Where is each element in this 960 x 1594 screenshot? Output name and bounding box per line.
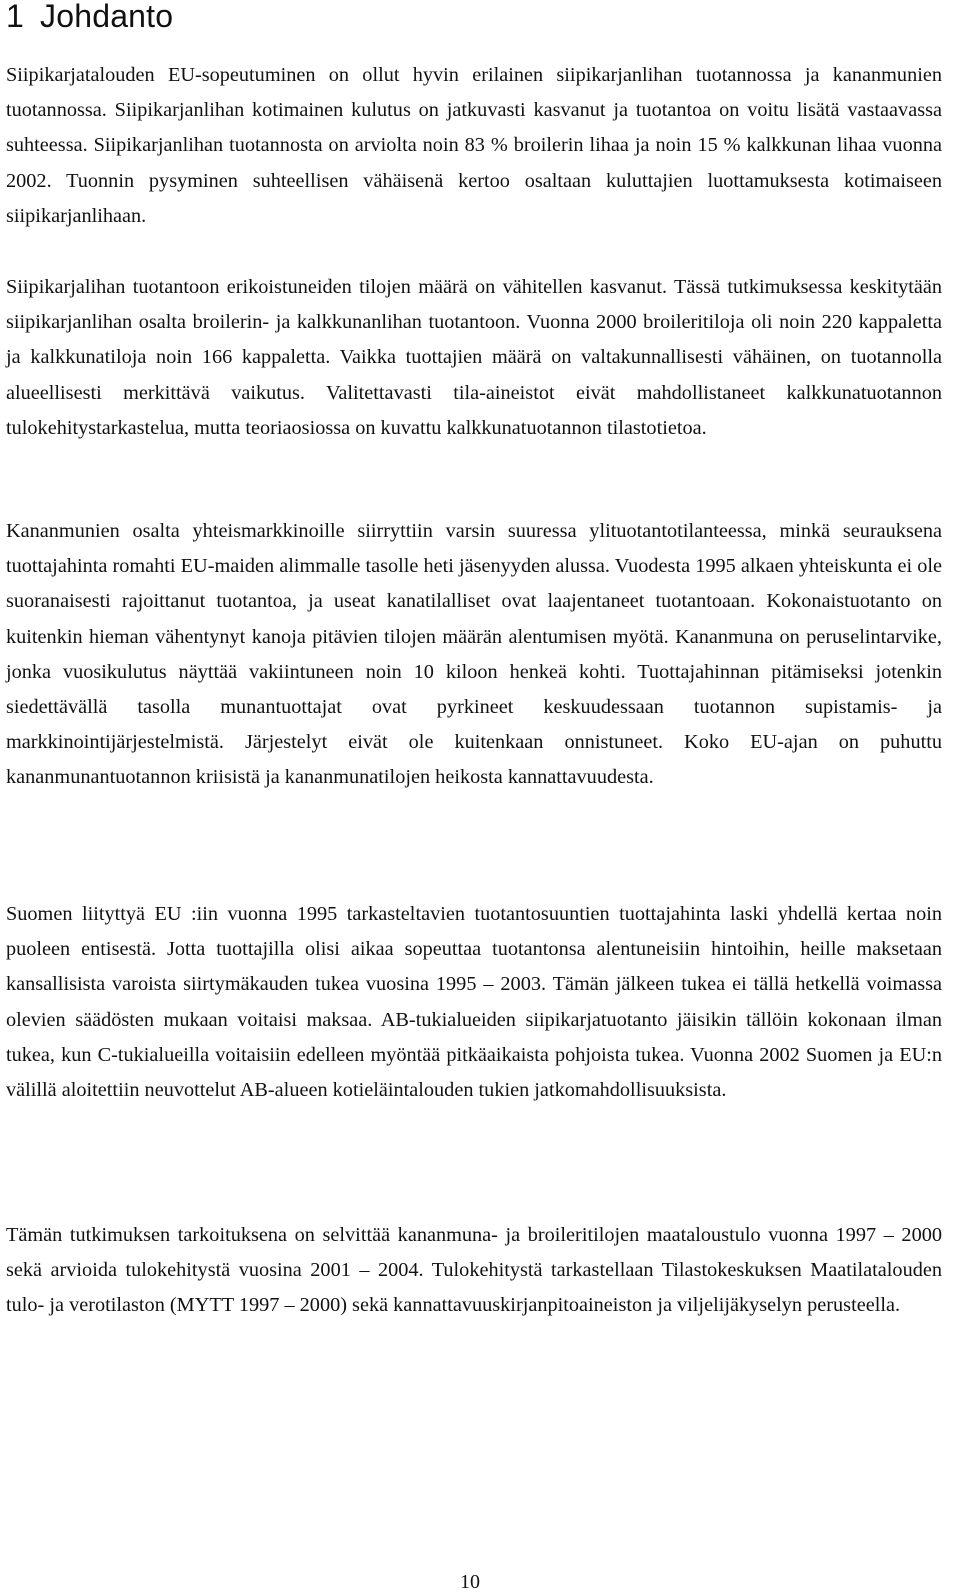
- paragraph-poultry-farms: Siipikarjalihan tuotantoon erikoistuneiden tilojen määrä on vähitellen kasvanut. Tässä tutkimuksessa keskitytään siipikarjanlihan osalta broilerin- ja kalkkunanlihan tuotantoon. Vuonna 2000 broileritiloja oli noin 220 kappaletta ja kalkkunatiloja noin 166 kappaletta. Vaikka tuottajien määrä on valtakunnallisesti vähäinen, on tuotannolla alueellisesti merkittävä vaikutus. Valitettavasti tila-aineistot eivät mahdollistaneet kalkkunatuotannon tulokehitystarkastelua, mutta teoriaosiossa on kuvattu kalkkunatuotannon tilastotietoa.: [6, 276, 942, 439]
- paragraph-egg-production: Kananmunien osalta yhteismarkkinoille siirryttiin varsin suuressa ylituotantotilanteessa, minkä seurauksena tuottajahinta romahti EU-maiden alimmalle tasolle heti jäsenyyden alussa. Vuodesta 1995 alkaen yhteiskunta ei ole suoranaisesti rajoittanut tuotantoa, ja useat kanatilalliset ovat laajentaneet tuotantoaan. Kokonaistuotanto on kuitenkin hieman vähentynyt kanoja pitävien tilojen määrän alentumisen myötä. Kananmuna on peruselintarvike, jonka vuosikulutus näyttää vakiintuneen noin 10 kiloon henkeä kohti. Tuottajahinnan pitämiseksi jotenkin siedettävällä tasolla munantuottajat ovat pyrkineet keskuudessaan tuotannon supistamis- ja markkinointijärjestelmistä. Järjestelyt eivät ole kuitenkaan onnistuneet. Koko EU-ajan on puhuttu kananmunantuotannon kriisistä ja kananmunatilojen heikosta kannattavuudesta.: [6, 520, 942, 789]
- section-number: 1: [6, 0, 24, 34]
- page-number: 10: [460, 1571, 480, 1593]
- paragraph-study-purpose: Tämän tutkimuksen tarkoituksena on selvittää kananmuna- ja broileritilojen maataloustulo vuonna 1997 – 2000 sekä arvioida tulokehitystä vuosina 2001 – 2004. Tulokehitystä tarkastellaan Tilastokeskuksen Maatilatalouden tulo- ja verotilaston (MYTT 1997 – 2000) sekä kannattavuuskirjanpitoaineiston ja viljelijäkyselyn perusteella.: [6, 1224, 942, 1317]
- paragraph-poultry-adaptation: Siipikarjatalouden EU-sopeutuminen on ollut hyvin erilainen siipikarjanlihan tuotannossa ja kananmunien tuotannossa. Siipikarjanlihan kotimainen kulutus on jatkuvasti kasvanut ja tuotantoa on voitu lisätä vastaavassa suhteessa. Siipikarjanlihan tuotannosta on arviolta noin 83 % broilerin lihaa ja noin 15 % kalkkunan lihaa vuonna 2002. Tuonnin pysyminen suhteellisen vähäisenä kertoo osaltaan kuluttajien luottamuksesta kotimaiseen siipikarjanlihaan.: [6, 64, 942, 227]
- section-title: Johdanto: [40, 0, 174, 34]
- paragraph-eu-membership: Suomen liityttyä EU :iin vuonna 1995 tarkasteltavien tuotantosuuntien tuottajahinta laski yhdellä kertaa noin puoleen entisestä. Jotta tuottajilla olisi aikaa sopeuttaa tuotantonsa alentuneisiin hintoihin, heille maksetaan kansallisista varoista siirtymäkauden tukea vuosina 1995 – 2003. Tämän jälkeen tukea ei tällä hetkellä voimassa olevien säädösten mukaan voitaisi maksaa. AB-tukialueiden siipikarjatuotanto jäisikin tällöin kokonaan ilman tukea, kun C-tukialueilla voitaisiin edelleen myöntää pitkäaikaista pohjoista tukea. Vuonna 2002 Suomen ja EU:n välillä aloitettiin neuvottelut AB-alueen kotieläintalouden tukien jatkomahdollisuuksista.: [6, 903, 942, 1102]
- section-heading: [6, 0, 173, 38]
